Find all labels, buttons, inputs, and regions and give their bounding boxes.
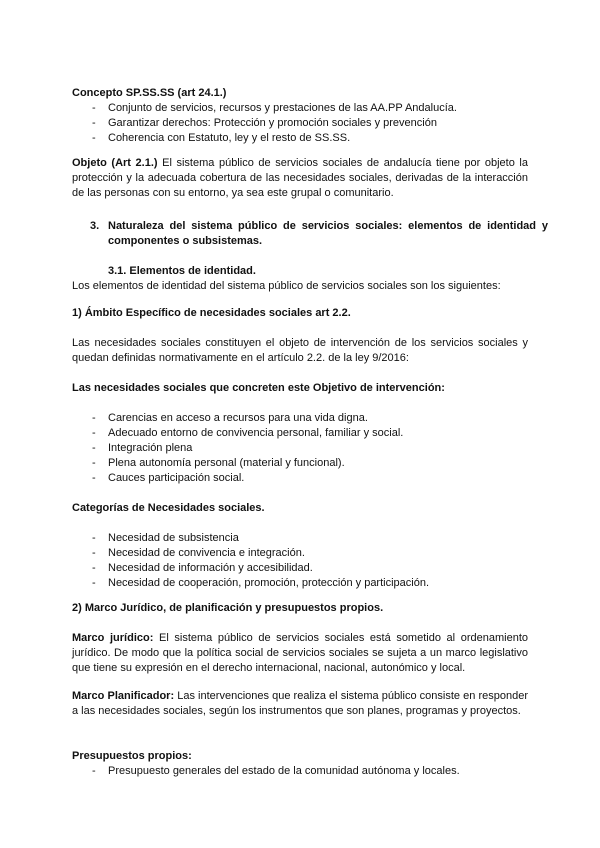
objeto-paragraph: Objeto (Art 2.1.) El sistema público de servicios sociales de andalucía tiene por objeto la protección y la adecuada cobertura de las necesidades sociales, derivadas de la interacción de las personas con su entorno, ya sea este grupal o comunitario. <box>72 157 528 199</box>
presupuestos-list <box>72 764 528 779</box>
necesidades-list <box>72 411 528 486</box>
ambito-heading: 1) Ámbito Específico de necesidades sociales art 2.2. <box>72 307 351 319</box>
list-item: - Necesidad de subsistencia <box>92 532 239 544</box>
list-item: - Necesidad de convivencia e integración. <box>92 547 305 559</box>
necesidades-heading: Las necesidades sociales que concreten este Objetivo de intervención: <box>72 382 445 394</box>
list-item: - Adecuado entorno de convivencia personal, familiar y social. <box>92 427 404 439</box>
marco-heading: 2) Marco Jurídico, de planificación y presupuestos propios. <box>72 602 384 614</box>
list-item: - Necesidad de información y accesibilidad. <box>92 562 313 574</box>
marco-juridico-paragraph: Marco jurídico: El sistema público de servicios sociales está sometido al ordenamiento jurídico. De modo que la política social de servicios sociales se sujeta a un marco legislativo que tiene su expresión en el derecho internacional, nacional, autonómico y local. <box>72 632 528 674</box>
marco-planificador-paragraph: Marco Planificador: Las intervenciones que realiza el sistema público consiste en responder a las necesidades sociales, según los instrumentos que son planes, programas y proyectos. <box>72 690 528 717</box>
categorias-heading: Categorías de Necesidades sociales. <box>72 502 265 514</box>
list-item: - Carencias en acceso a recursos para una vida digna. <box>92 412 368 424</box>
ambito-paragraph: Las necesidades sociales constituyen el objeto de intervención de los servicios sociales y quedan definidas normativamente en el artículo 2.2. de la ley 9/2016: <box>72 337 528 364</box>
list-item: - Integración plena <box>92 442 193 454</box>
list-item: - Conjunto de servicios, recursos y prestaciones de las AA.PP Andalucía. <box>92 102 457 114</box>
list-item: - Necesidad de cooperación, promoción, protección y participación. <box>92 577 430 589</box>
concepto-section <box>72 86 528 146</box>
presupuestos-section <box>72 749 528 779</box>
concepto-heading: Concepto SP.SS.SS (art 24.1.) <box>72 87 227 99</box>
section-3-heading: 3. Naturaleza del sistema público de servicios sociales: elementos de identidad y componentes o subsistemas. <box>90 220 548 247</box>
list-item: - Garantizar derechos: Protección y promoción sociales y prevención <box>92 117 437 129</box>
section-3-1-intro: Los elementos de identidad del sistema público de servicios sociales son los siguientes: <box>72 280 501 292</box>
list-item: - Plena autonomía personal (material y funcional). <box>92 457 345 469</box>
list-item: - Coherencia con Estatuto, ley y el resto de SS.SS. <box>92 132 351 144</box>
list-item: - Cauces participación social. <box>92 472 245 484</box>
list-item: - Presupuesto generales del estado de la comunidad autónoma y locales. <box>92 765 460 777</box>
presupuestos-heading: Presupuestos propios: <box>72 750 192 762</box>
concepto-list <box>72 101 528 146</box>
section-3-1-heading: 3.1. Elementos de identidad. <box>108 265 256 277</box>
categorias-list <box>72 531 528 591</box>
